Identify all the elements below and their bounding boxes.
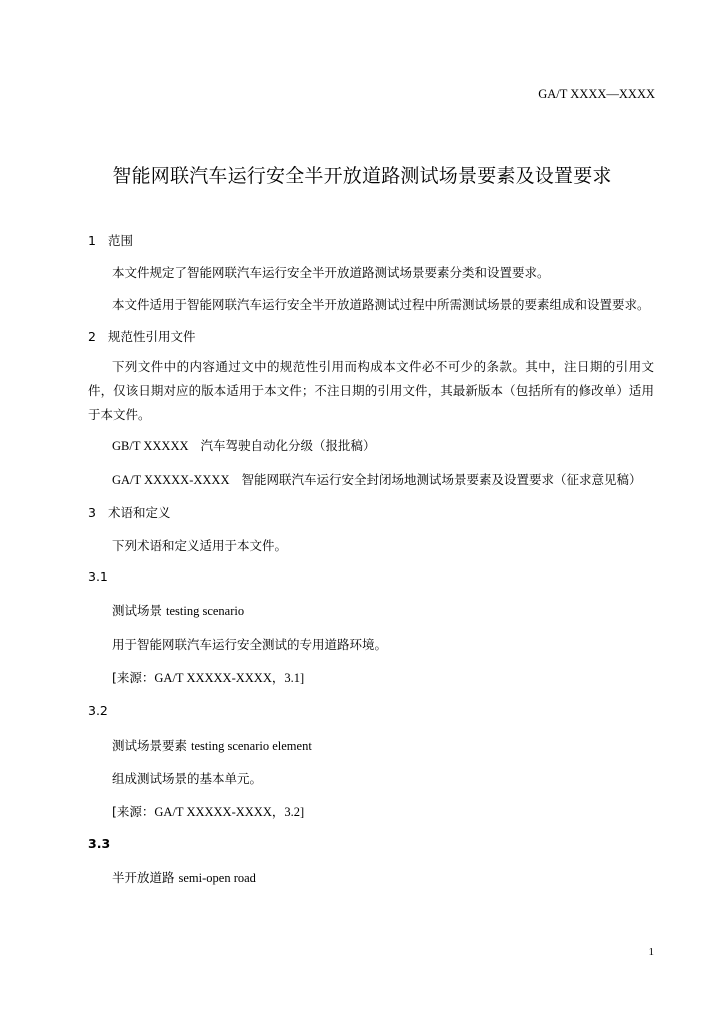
reference-title: 智能网联汽车运行安全封闭场地测试场景要素及设置要求（征求意见稿） bbox=[241, 472, 642, 487]
term-definition: 组成测试场景的基本单元。 bbox=[112, 771, 263, 786]
reference-item bbox=[112, 436, 376, 454]
term-name-en: testing scenario bbox=[166, 604, 245, 618]
term-source-prefix: [来源： bbox=[112, 804, 155, 819]
term-definition: 用于智能网联汽车运行安全测试的专用道路环境。 bbox=[112, 637, 388, 652]
term-number: 3.2 bbox=[88, 703, 108, 718]
term-name-zh: 半开放道路 bbox=[112, 870, 175, 885]
section-number: 1 bbox=[88, 233, 96, 248]
section-title: 术语和定义 bbox=[107, 505, 171, 520]
term-number: 3.1 bbox=[88, 569, 108, 584]
section-1-paragraph-1: 本文件规定了智能网联汽车运行安全半开放道路测试场景要素分类和设置要求。 bbox=[112, 265, 550, 280]
reference-code: GA/T XXXXX-XXXX bbox=[112, 473, 230, 487]
section-1-heading bbox=[88, 231, 133, 249]
term-name bbox=[112, 736, 312, 754]
term-number: 3.3 bbox=[88, 836, 111, 851]
section-3-heading bbox=[88, 503, 170, 521]
section-number: 2 bbox=[88, 329, 96, 344]
term-source-ref: GA/T XXXXX-XXXX，3.1] bbox=[154, 671, 305, 685]
section-2-heading bbox=[88, 327, 195, 345]
term-source bbox=[112, 802, 304, 820]
section-1-paragraph-2: 本文件适用于智能网联汽车运行安全半开放道路测试过程中所需测试场景的要素组成和设置要求。 bbox=[112, 297, 650, 312]
reference-item bbox=[112, 470, 641, 488]
term-source bbox=[112, 668, 304, 686]
section-number: 3 bbox=[88, 505, 96, 520]
section-3-intro: 下列术语和定义适用于本文件。 bbox=[112, 538, 288, 553]
section-title: 规范性引用文件 bbox=[107, 329, 196, 344]
section-title: 范围 bbox=[107, 233, 133, 248]
term-name-en: testing scenario element bbox=[191, 739, 312, 753]
term-name bbox=[112, 868, 256, 886]
term-name-en: semi-open road bbox=[178, 871, 256, 885]
section-2-intro: 下列文件中的内容通过文中的规范性引用而构成本文件必不可少的条款。其中，注日期的引用文件，仅该日期对应的版本适用于本文件；不注日期的引用文件，其最新版本（包括所有的修改单）适用于本文件。 bbox=[88, 359, 654, 422]
term-name-zh: 测试场景 bbox=[112, 603, 163, 618]
reference-title: 汽车驾驶自动化分级（报批稿） bbox=[200, 438, 376, 453]
term-source-ref: GA/T XXXXX-XXXX，3.2] bbox=[154, 805, 305, 819]
term-name bbox=[112, 601, 244, 619]
page-number: 1 bbox=[648, 946, 654, 958]
reference-code: GB/T XXXXX bbox=[112, 439, 189, 453]
document-title: 智能网联汽车运行安全半开放道路测试场景要素及设置要求 bbox=[112, 165, 612, 187]
term-source-prefix: [来源： bbox=[112, 670, 155, 685]
term-name-zh: 测试场景要素 bbox=[112, 738, 188, 753]
document-code: GA/T XXXX—XXXX bbox=[538, 87, 655, 101]
